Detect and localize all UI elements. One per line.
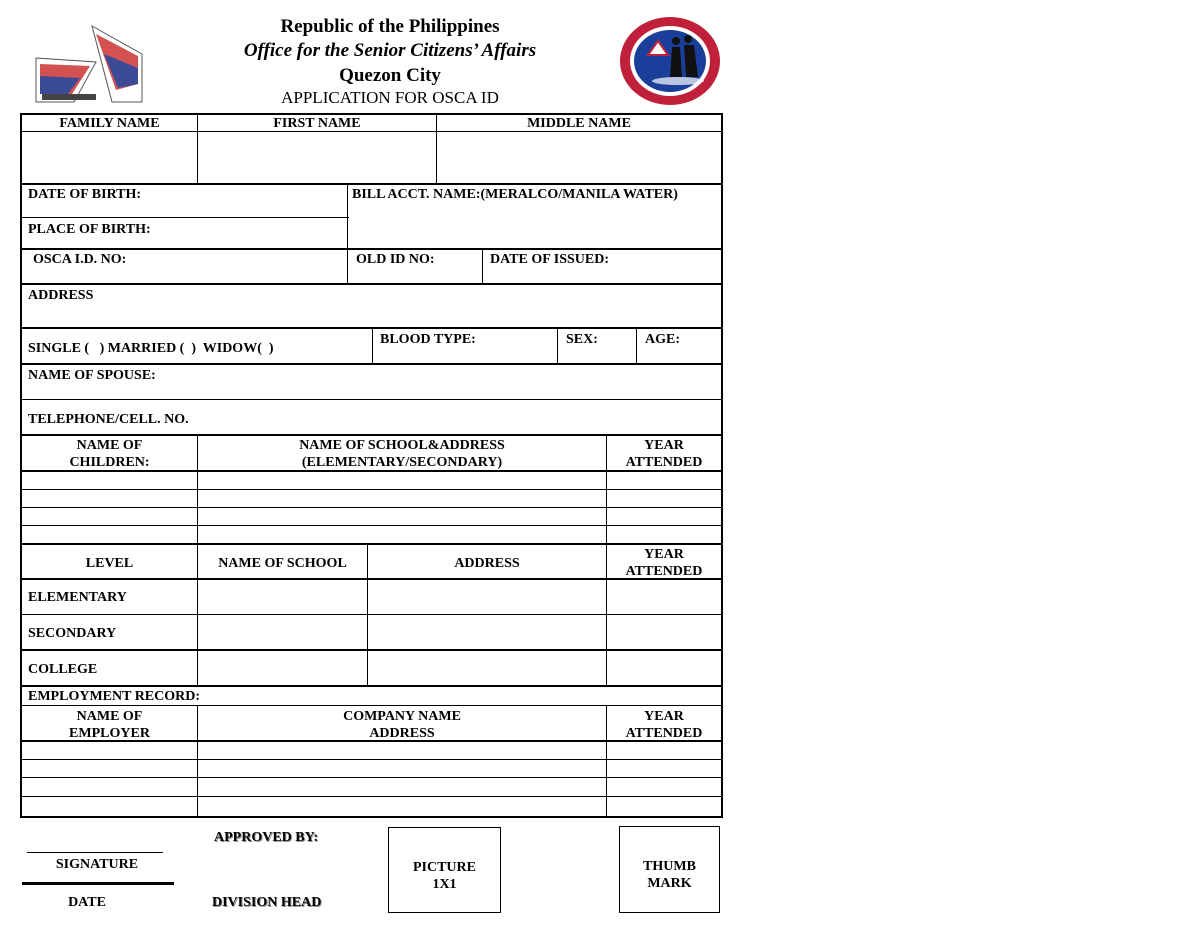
- approved-by-label: APPROVED BY:: [214, 830, 319, 845]
- picture-label: PICTURE 1X1: [412, 860, 476, 892]
- header-country: Republic of the Philippines: [280, 16, 500, 37]
- sex-label: SEX:: [566, 332, 598, 347]
- employment-record-title: EMPLOYMENT RECORD:: [28, 689, 201, 704]
- children-year-header: YEAR ATTENDED: [625, 438, 703, 470]
- school-address-header: ADDRESS: [454, 556, 520, 571]
- family-name-field[interactable]: [22, 133, 197, 183]
- civil-status-label: SINGLE ( ) MARRIED ( ) WIDOW( ): [28, 341, 274, 356]
- first-name-field[interactable]: [198, 133, 436, 183]
- header-office: Office for the Senior Citizens’ Affairs: [243, 40, 537, 61]
- date-issued-label: DATE OF ISSUED:: [490, 252, 610, 267]
- age-label: AGE:: [645, 332, 680, 347]
- telephone-label: TELEPHONE/CELL. NO.: [28, 412, 189, 427]
- school-name-header: NAME OF SCHOOL: [218, 556, 347, 571]
- place-of-birth-label: PLACE OF BIRTH:: [28, 222, 151, 237]
- thumb-mark-label: THUMB MARK: [643, 859, 696, 891]
- children-school-header: NAME OF SCHOOL&ADDRESS (ELEMENTARY/SECONDARY): [299, 438, 505, 470]
- address-label: ADDRESS: [28, 288, 94, 303]
- date-label: DATE: [68, 895, 106, 910]
- spouse-label: NAME OF SPOUSE:: [28, 368, 156, 383]
- division-head-label: DIVISION HEAD: [212, 895, 322, 910]
- old-id-label: OLD ID NO:: [356, 252, 435, 267]
- quezon-city-logo: [34, 24, 144, 104]
- elementary-label: ELEMENTARY: [28, 590, 127, 605]
- middle-name-field[interactable]: [437, 133, 721, 183]
- family-name-label: FAMILY NAME: [59, 116, 160, 131]
- osca-id-label: OSCA I.D. NO:: [33, 252, 127, 267]
- employment-year-header: YEAR ATTENDED: [625, 709, 703, 741]
- college-label: COLLEGE: [28, 662, 98, 677]
- middle-name-label: MIDDLE NAME: [527, 116, 631, 131]
- blood-type-label: BLOOD TYPE:: [380, 332, 476, 347]
- secondary-label: SECONDARY: [28, 626, 117, 641]
- education-year-header: YEAR ATTENDED: [625, 547, 703, 579]
- level-header: LEVEL: [85, 556, 134, 571]
- employer-name-header: NAME OF EMPLOYER: [69, 709, 150, 741]
- first-name-label: FIRST NAME: [273, 116, 361, 131]
- company-header: COMPANY NAME ADDRESS: [343, 709, 461, 741]
- header-city: Quezon City: [339, 65, 441, 86]
- osca-seal: [618, 15, 722, 107]
- date-of-birth-label: DATE OF BIRTH:: [28, 187, 142, 202]
- signature-label: SIGNATURE: [55, 857, 139, 872]
- children-name-header: NAME OF CHILDREN:: [69, 438, 150, 470]
- bill-acct-label: BILL ACCT. NAME:(MERALCO/MANILA WATER): [352, 187, 678, 202]
- form-title: APPLICATION FOR OSCA ID: [281, 88, 499, 107]
